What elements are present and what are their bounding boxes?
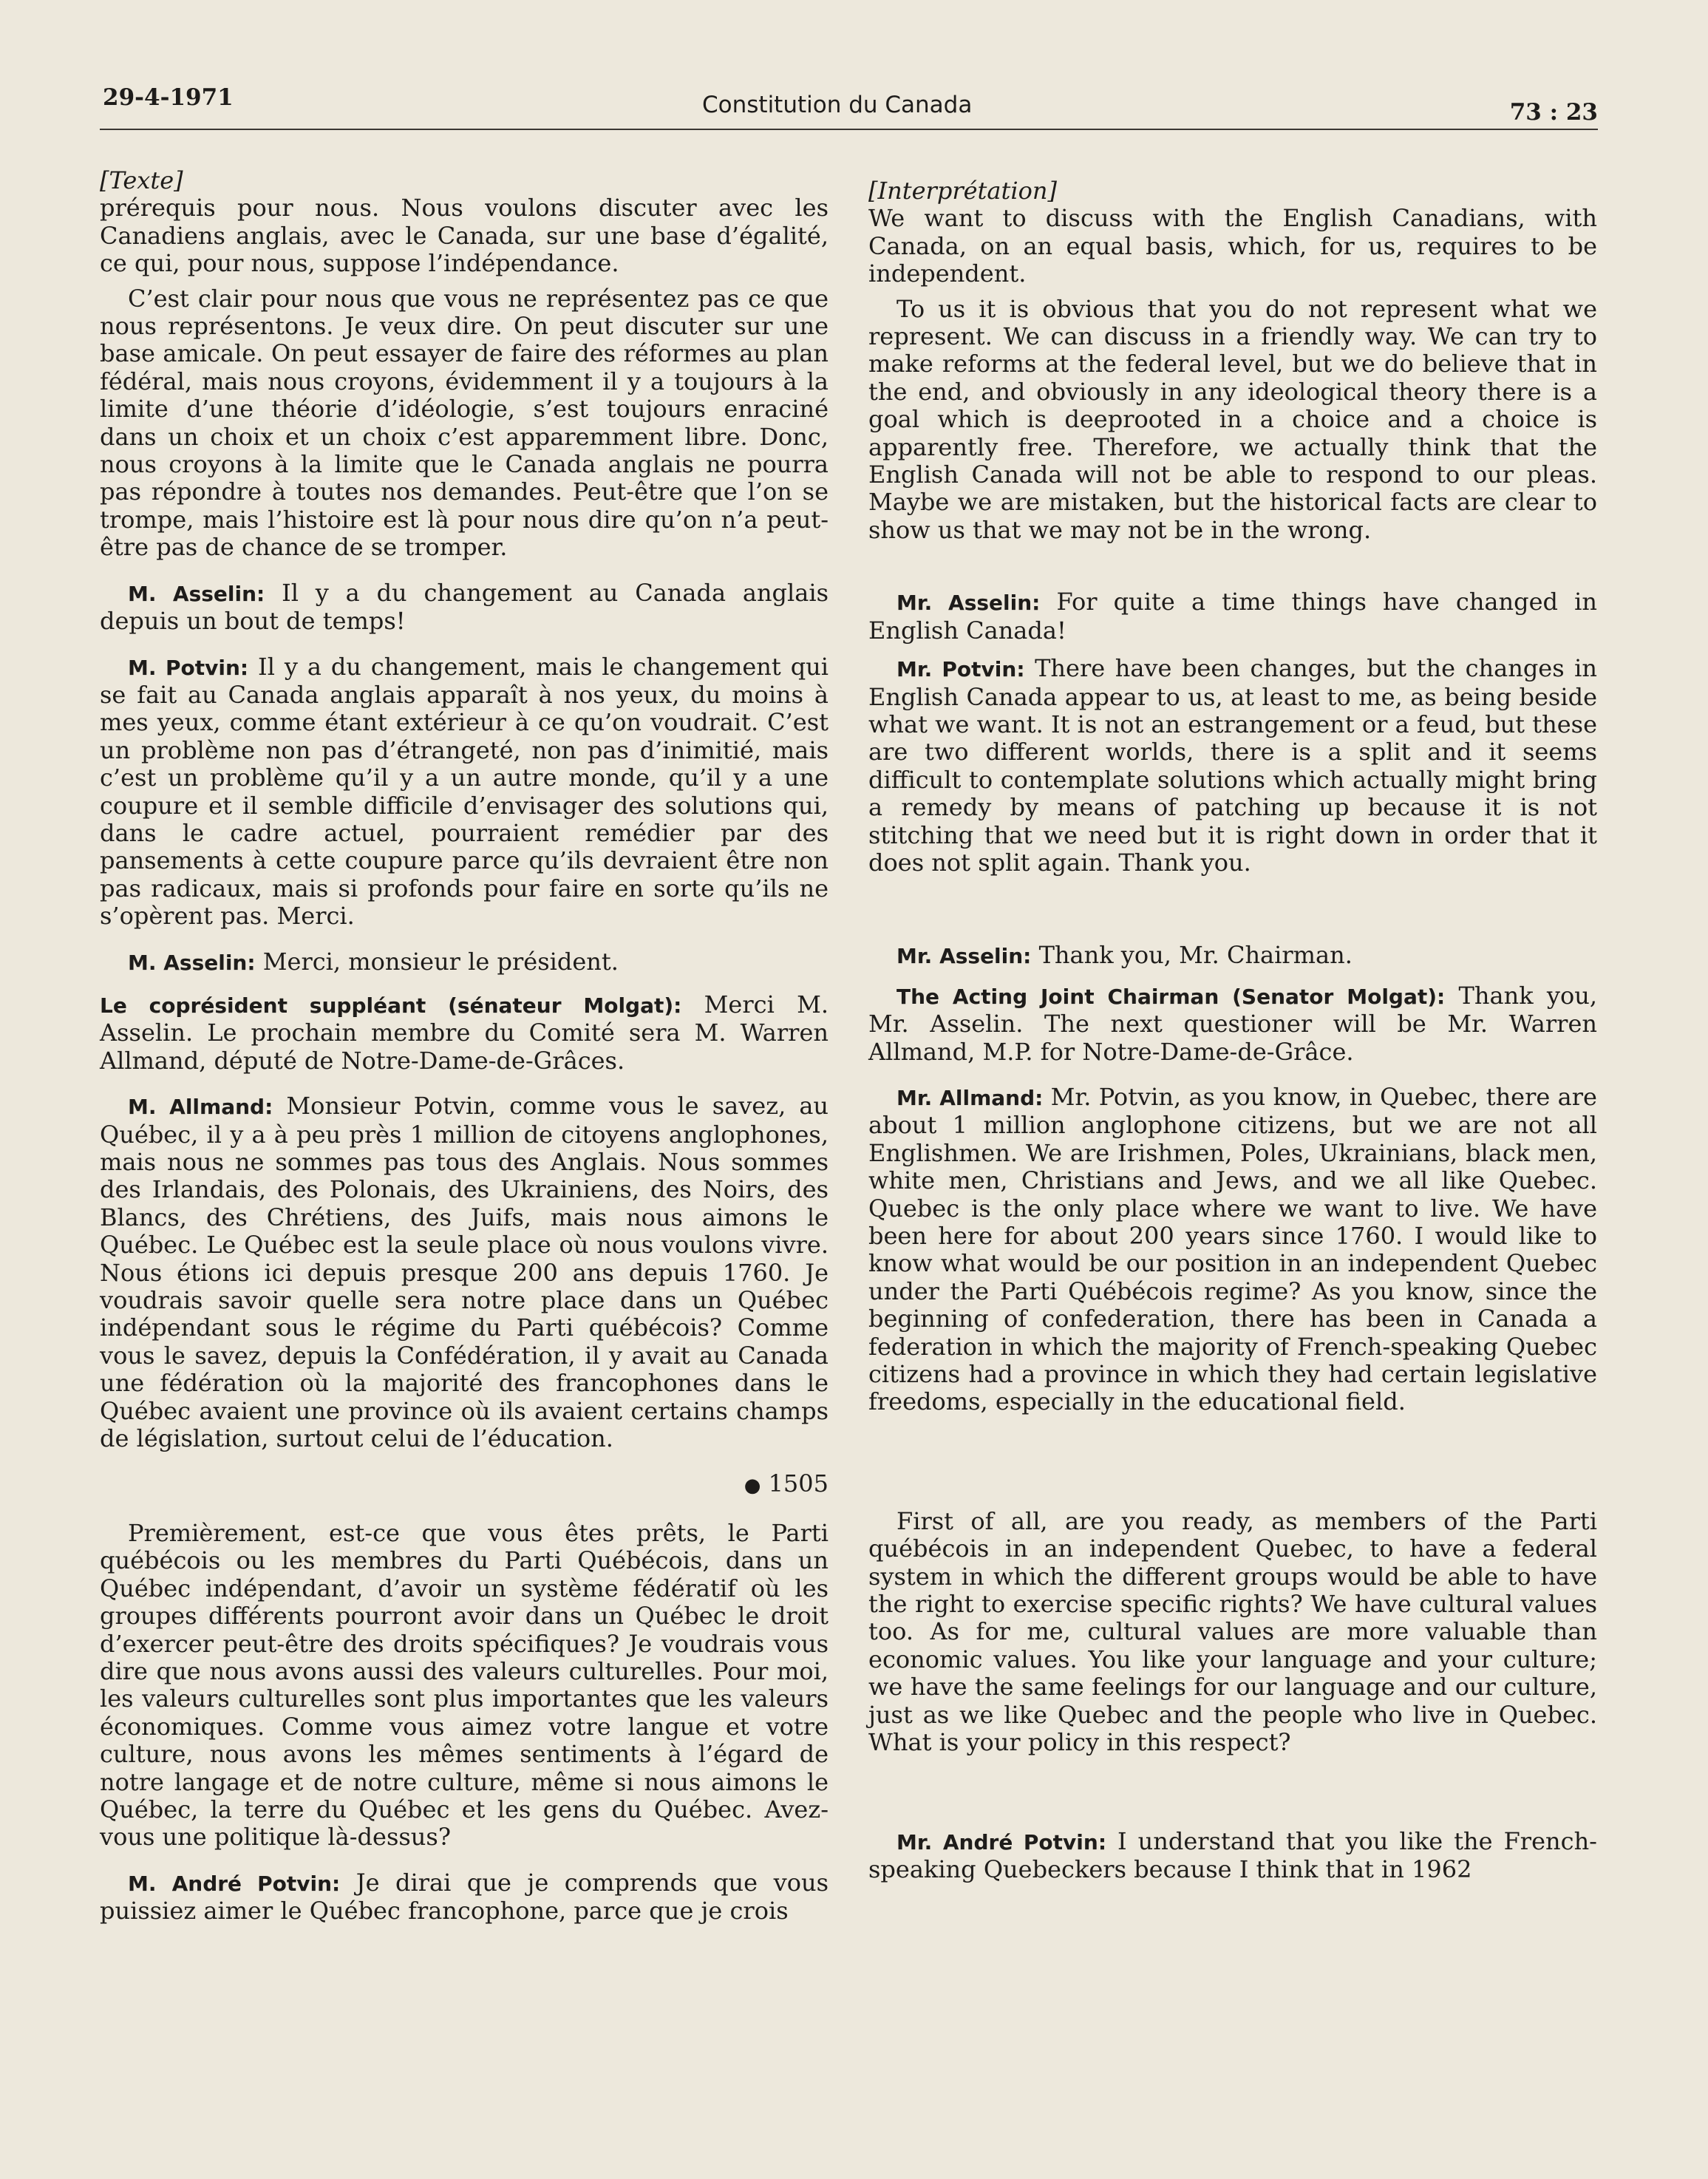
speech-text: Thank you, Mr. Chairman. bbox=[1038, 941, 1353, 970]
speech-text: I understand that you like the French-speaking Quebeckers because I think that in 1962 bbox=[868, 1826, 1597, 1883]
speaker-paragraph bbox=[868, 1828, 1597, 1884]
speaker-name: Mr. Asselin: bbox=[896, 591, 1041, 616]
speaker-paragraph bbox=[100, 991, 829, 1075]
speech-text: Thank you, Mr. Asselin. The next questioner will be Mr. Warren Allmand, M.P. for Notre-Dame-de-Grâce. bbox=[868, 981, 1598, 1066]
speaker-name: The Acting Joint Chairman (Senator Molgat): bbox=[896, 984, 1446, 1009]
speaker-paragraph bbox=[100, 653, 829, 931]
speech-text: There have been changes, but the changes in English Canada appear to us, at least to me, as being beside what we want. It is not an estrangement or a feud, but these are two different worlds, there is a split and it seems difficult to contemplate solutions which actually might bring a remedy by means of patching up because it is not stitching that we need but it is right down in order that it does not split again. Thank you. bbox=[868, 654, 1598, 877]
left-column-french bbox=[100, 167, 829, 1925]
speaker-paragraph bbox=[868, 588, 1597, 645]
header-page-number: 73 : 23 bbox=[1509, 99, 1598, 126]
speaker-name: Mr. Allmand: bbox=[896, 1085, 1044, 1110]
paragraph: Premièrement, est-ce que vous êtes prêts, le Parti québécois ou les membres du Parti Québécois, dans un Québec indépendant, d’avoir un système fédératif où les groupes différents pourront avoir dans un Québec le droit d’exercer peut-être des droits spécifiques? Je voudrais vous dire que nous avons aussi des valeurs culturelles. Pour moi, les valeurs culturelles sont plus importantes que les valeurs économiques. Comme vous aimez votre langue et votre culture, nous avons les mêmes sentiments à l’égard de notre langage et de notre culture, même si nous aimons le Québec, la terre du Québec et les gens du Québec. Avez-vous une politique là-dessus? bbox=[100, 1518, 829, 1852]
speaker-name: M. André Potvin: bbox=[128, 1871, 341, 1896]
paragraph: prérequis pour nous. Nous voulons discuter avec les Canadiens anglais, avec le Canada, sur une base d’égalité, ce qui, pour nous, suppose l’indépendance. bbox=[100, 194, 829, 278]
speech-text: Monsieur Potvin, comme vous le savez, au Québec, il y a à peu près 1 million de citoyens anglophones, mais nous ne sommes pas tous des Anglais. Nous sommes des Irlandais, des Polonais, des Ukrainiens, des Noirs, des Blancs, des Chrétiens, des Juifs, mais nous aimons le Québec. Le Québec est la seule place où nous voulons vivre. Nous étions ici depuis presque 200 ans depuis 1760. Je voudrais savoir quelle sera notre place dans un Québec indépendant sous le régime du Parti québécois? Comme vous le savez, depuis la Confédération, il y avait au Canada une fédération où la majorité des francophones dans le Québec avaient une province où ils avaient certains champs de législation, surtout celui de l’éducation. bbox=[100, 1092, 829, 1453]
paragraph: First of all, are you ready, as members of the Parti québécois in an independent Quebec, to have a federal system in which the different groups would be able to have the right to exercise specific rights? We have cultural values too. As for me, cultural values are more valuable than economic values. You like your language and your culture; we have the same feelings for our language and our culture, just as we like Quebec and the people who live in Quebec. What is your policy in this respect? bbox=[868, 1506, 1597, 1757]
paragraph: C’est clair pour nous que vous ne représentez pas ce que nous représentons. Je veux dire. On peut discuter sur une base amicale. On peut essayer de faire des réformes au plan fédéral, mais nous croyons, évidemment il y a toujours à la limite d’une théorie d’idéologie, s’est toujours enraciné dans un choix et un choix c’est apparemment libre. Donc, nous croyons à la limite que le Canada anglais ne pourra pas répondre à toutes nos demandes. Peut-être que l’on se trompe, mais l’histoire est là pour nous dire qu’on n’a peut-être pas de chance de se tromper. bbox=[100, 284, 829, 562]
speech-text: For quite a time things have changed in English Canada! bbox=[868, 588, 1598, 645]
page-header bbox=[100, 77, 1598, 130]
speaker-name: M. Potvin: bbox=[128, 655, 249, 680]
speech-text: Merci, monsieur le président. bbox=[262, 947, 619, 976]
speech-text: Merci M. Asselin. Le prochain membre du Comité sera M. Warren Allmand, député de Notre-Dame-de-Grâces. bbox=[100, 990, 829, 1075]
time-marker bbox=[100, 1470, 829, 1500]
header-title: Constitution du Canada bbox=[702, 92, 973, 118]
right-column-english bbox=[868, 177, 1597, 1883]
speech-text: Il y a du changement, mais le changement qui se fait au Canada anglais apparaît à nos yeux, du moins à mes yeux, comme étant extérieur à ce qu’on voudrait. C’est un problème non pas d’étrangeté, non pas d’inimitié, mais c’est un problème qu’il y a un autre monde, qu’il y a une coupure et il semble difficile d’envisager des solutions qui, dans le cadre actuel, pourraient remédier par des pansements à cette coupure parce qu’ils devraient être non pas radicaux, mais si profonds pour faire en sorte qu’ils ne s’opèrent pas. Merci. bbox=[100, 652, 829, 931]
speaker-paragraph bbox=[868, 942, 1597, 970]
speaker-paragraph bbox=[100, 1869, 829, 1925]
header-date: 29-4-1971 bbox=[103, 84, 234, 111]
speaker-name: Mr. Asselin: bbox=[896, 944, 1032, 969]
speaker-name: Mr. André Potvin: bbox=[896, 1829, 1107, 1855]
paragraph: To us it is obvious that you do not represent what we represent. We can discuss in a friendly way. We can try to make reforms at the federal level, but we do believe that in the end, and obviously in any ideological theory there is a goal which is deeprooted in a choice and a choice is apparently free. Therefore, we actually think that the English Canada will not be able to respond to our pleas. Maybe we are mistaken, but the historical facts are clear to show us that we may not be in the wrong. bbox=[868, 294, 1597, 544]
paragraph: We want to discuss with the English Canadians, with Canada, on an equal basis, which, for us, requires to be independent. bbox=[868, 204, 1597, 288]
time-marker-value: 1505 bbox=[768, 1469, 829, 1498]
speaker-paragraph bbox=[868, 1084, 1597, 1416]
speech-text: Mr. Potvin, as you know, in Quebec, there are about 1 million anglophone citizens, but we are not all Englishmen. We are Irishmen, Poles, Ukrainians, black men, white men, Christians and Jews, and we all like Quebec. Quebec is the only place where we want to live. We have been here for about 200 years since 1760. I would like to know what would be our position in an independent Quebec under the Parti Québécois regime? As you know, since the beginning of confederation, there has been in Canada a federation in which the majority of French-speaking Quebec citizens had a province in which they had certain legislative freedoms, especially in the educational field. bbox=[868, 1082, 1597, 1416]
bullet-icon: ● bbox=[744, 1475, 761, 1498]
speech-text: Je dirai que je comprends que vous puissiez aimer le Québec francophone, parce que je crois bbox=[100, 1868, 829, 1925]
speech-text: Il y a du changement au Canada anglais depuis un bout de temps! bbox=[100, 578, 829, 636]
speaker-paragraph bbox=[868, 655, 1597, 877]
section-label-texte: [Texte] bbox=[100, 166, 183, 194]
speaker-name: Mr. Potvin: bbox=[896, 657, 1025, 682]
speaker-name: M. Asselin: bbox=[128, 950, 256, 975]
speaker-paragraph bbox=[100, 579, 829, 636]
speaker-paragraph bbox=[868, 982, 1597, 1066]
section-label-interpretation: [Interprétation] bbox=[868, 177, 1057, 205]
speaker-paragraph bbox=[100, 1092, 829, 1452]
speaker-name: Le coprésident suppléant (sénateur Molgat): bbox=[100, 993, 682, 1018]
speaker-paragraph bbox=[100, 948, 829, 976]
speaker-name: M. Allmand: bbox=[128, 1095, 273, 1120]
speaker-name: M. Asselin: bbox=[128, 581, 265, 606]
